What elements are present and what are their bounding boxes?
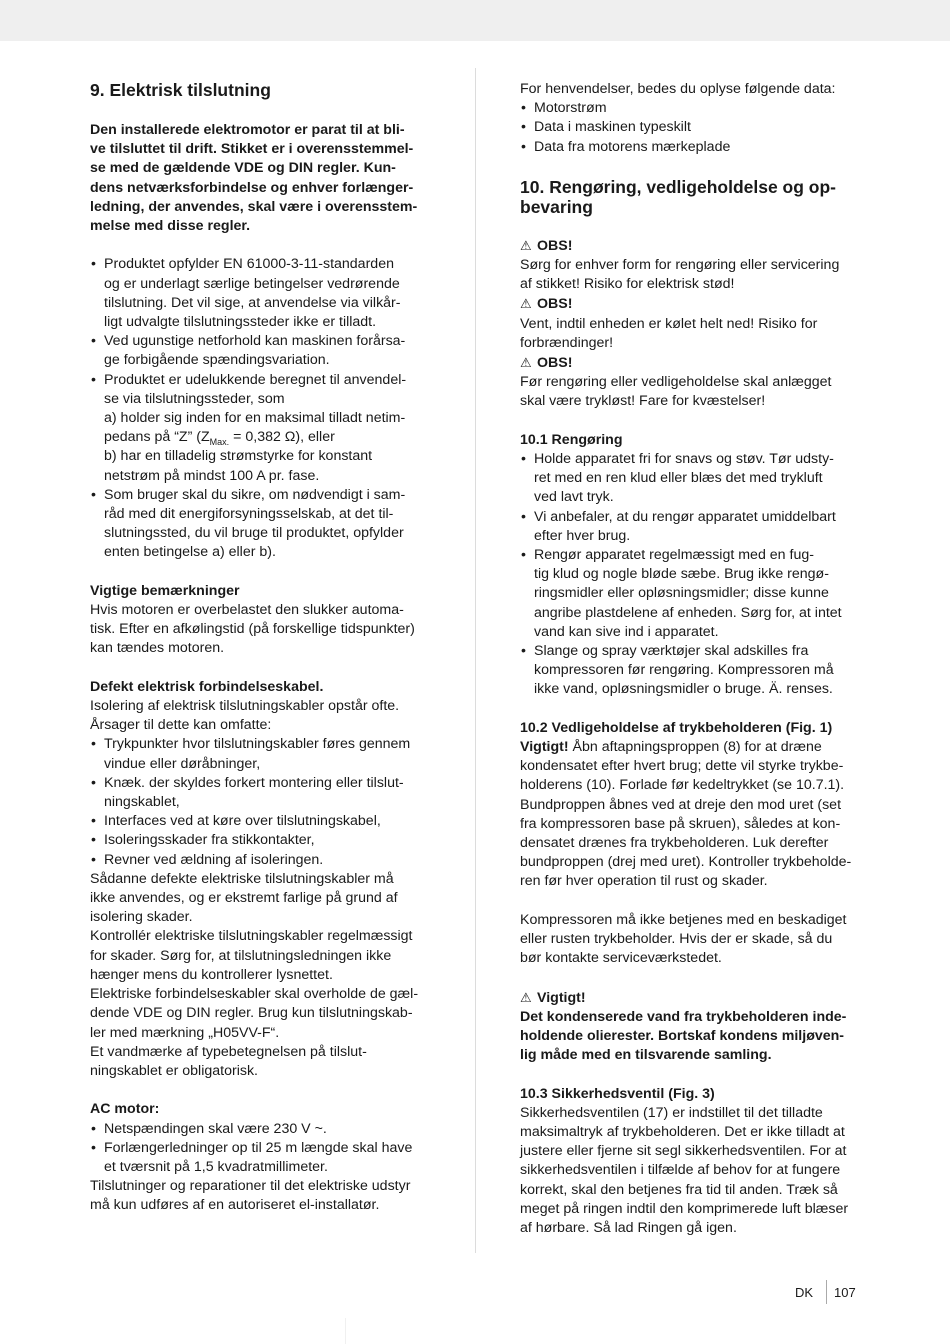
obs-text-3: Før rengøring eller vedligeholdelse skal anlægget skal være trykløst! Fare for kvæstelser!: [520, 374, 832, 410]
left-column: [90, 80, 435, 1216]
page-number: 107: [834, 1285, 856, 1300]
column-divider: [475, 68, 476, 1253]
section-10-heading: 10. Rengøring, vedligeholdelse og op- bevaring: [520, 176, 837, 217]
inquiry-intro: For henvendelser, bedes du oplyse følgende data:: [520, 81, 836, 97]
list-item: • Data i maskinen typeskilt: [520, 118, 865, 137]
connection-bullets: [90, 255, 435, 562]
list-item: • Trykpunkter hvor tilslutningskabler føres gennem vindue eller døråbninger,: [90, 735, 435, 773]
intro-paragraph: Den installerede elektromotor er parat til at bli- ve tilsluttet til drift. Stikket er i overensstemmel- se med de gældende VDE og DIN regler. Kun- dens netværksforbindelse og enhver forlænger- ledning, der anvendes, skal være i overensstem- melse med disse regler.: [90, 122, 418, 235]
obs-label-3: ⚠ OBS!: [520, 355, 573, 372]
list-item: • Slange og spray værktøjer skal adskilles fra kompressoren før rengøring. Kompressoren må ikke vand, opløsningsmidler o bruge. Ä. renses.: [520, 642, 865, 700]
ac-motor-bullets: [90, 1120, 435, 1178]
important-text: Det kondenserede vand fra trykbeholderen inde- holdende olierester. Bortskaf kondens miljøven- lig måde med en tilsvarende samling.: [520, 1008, 847, 1064]
defect-bullets: [90, 735, 435, 869]
list-item: • Interfaces ved at køre over tilslutningskabel,: [90, 812, 435, 831]
right-column: [520, 80, 865, 1238]
section-9-heading: 9. Elektrisk tilslutning: [90, 80, 271, 100]
warning-icon: ⚠: [520, 296, 532, 312]
warning-icon: ⚠: [520, 237, 532, 253]
trim-mark: [345, 1318, 346, 1344]
section-10-2-paragraph-2: Kompressoren må ikke betjenes med en beskadiget eller rusten trykbeholder. Hvis der er skade, så du bør kontakte serviceværkstedet.: [520, 911, 847, 967]
list-item: • Holde apparatet fri for snavs og støv. Tør udsty- ret med en ren klud eller blæs det med trykluft ved lavt tryk.: [520, 450, 865, 508]
obs-label-2: ⚠ OBS!: [520, 296, 573, 313]
obs-text-2: Vent, indtil enheden er kølet helt ned! Risiko for forbrændinger!: [520, 315, 818, 351]
inquiry-bullets: [520, 99, 865, 157]
list-item: • Revner ved ældning af isoleringen.: [90, 851, 435, 870]
defect-title: Defekt elektrisk forbindelseskabel.: [90, 678, 324, 695]
section-10-1-title: 10.1 Rengøring: [520, 431, 623, 448]
list-item: • Motorstrøm: [520, 99, 865, 118]
list-item: • Produktet er udelukkende beregnet til anvendel- se via tilslutningssteder, som a) holder sig inden for en maksimal tilladt netim- pedans på “Z” ($Z_{Max.} = 0,382$ Ω), eller b) har en tilladelig strømstyrke for konstant netstrøm på mindst 100 A pr. fase.: [90, 371, 435, 486]
top-bar: [0, 0, 950, 41]
defect-intro: Isolering af elektrisk tilslutningskabler opstår ofte. Årsager til dette kan omfatte:: [90, 698, 400, 734]
warning-icon: ⚠: [520, 989, 532, 1005]
section-10-3-text: Sikkerhedsventilen (17) er indstillet til det tilladte maksimaltryk af trykbeholderen. Det er ikke tilladt at justere eller fjerne sit segl sikkerhedsventilen. For at sikkerhedsventilen i tilfælde af behov for at fungere korrekt, skal den betjenes fra tid til anden. Træk så meget på ringen indtil den komprimerede luft blæser af hørbare. Så lad Ringen gå igen.: [520, 1104, 849, 1237]
ac-motor-title: AC motor:: [90, 1101, 160, 1118]
warning-icon: ⚠: [520, 355, 532, 371]
list-item: • Data fra motorens mærkeplade: [520, 138, 865, 157]
notes-title: Vigtige bemærkninger: [90, 582, 240, 599]
obs-label-1: ⚠ OBS!: [520, 237, 573, 254]
footer-separator: [826, 1280, 827, 1304]
list-item: • Ved ugunstige netforhold kan maskinen forårsa- ge forbigående spændingsvariation.: [90, 332, 435, 370]
list-item: • Isoleringsskader fra stikkontakter,: [90, 831, 435, 850]
section-10-2-title: 10.2 Vedligeholdelse af trykbeholderen (Fig. 1): [520, 719, 833, 736]
list-item: • Vi anbefaler, at du rengør apparatet umiddelbart efter hver brug.: [520, 508, 865, 546]
ac-motor-text: Tilslutninger og reparationer til det elektriske udstyr må kun udføres af en autoriseret el-installatør.: [90, 1178, 411, 1214]
obs-text-1: Sørg for enhver form for rengøring eller servicering af stikket! Risiko for elektrisk stød!: [520, 257, 840, 293]
list-item: • Forlængerledninger op til 25 m længde skal have et tværsnit på 1,5 kvadratmillimeter.: [90, 1139, 435, 1177]
footer-language: DK: [795, 1285, 814, 1300]
list-item: • Knæk. der skyldes forkert montering eller tilslut- ningskablet,: [90, 774, 435, 812]
cleaning-bullets: [520, 450, 865, 700]
important-label: ⚠ Vigtigt!: [520, 989, 586, 1006]
section-10-2-text: Vigtigt! Åbn aftapningsproppen (8) for at dræne kondensatet efter hvert brug; dette vil styrke trykbe- holderens (10). Forlade før kedeltrykket (se 10.7.1). Bundproppen åbnes ved at dreje den mod uret (set fra kompressoren base på skruen), således at kon- densatet drænes fra trykbeholderen. Luk derefter bundproppen (drej med uret). Kontroller trykbeholde- ren før hver operation til rust og skader.: [520, 739, 852, 890]
list-item: • Produktet opfylder EN 61000-3-11-standarden og er underlagt særlige betingelser vedrørende tilslutning. Det vil sige, at anvendelse via vilkår- ligt udvalgte tilslutningssteder ikke er tilladt.: [90, 255, 435, 332]
list-item: • Rengør apparatet regelmæssigt med en fug- tig klud og nogle bløde sæbe. Brug ikke rengø- ringsmidler eller opløsningsmidler; disse kunne angribe plastdelene af enheden. Sørg for, at intet vand kan sive ind i apparatet.: [520, 546, 865, 642]
defect-text: Sådanne defekte elektriske tilslutningskabler må ikke anvendes, og er ekstremt farlige på grund af isolering skader. Kontrollér elektriske tilslutningskabler regelmæssigt for skader. Sørg for, at tilslutningsledningen ikke hænger mens du kontrollerer lysnettet. Elektriske forbindelseskabler skal overholde de gæl- dende VDE og DIN regler. Brug kun tilslutningskab- ler med mærkning „H05VV-F“. Et vandmærke af typebetegnelsen på tilslut- ningskablet er obligatorisk.: [90, 870, 419, 1079]
section-10-3-title: 10.3 Sikkerhedsventil (Fig. 3): [520, 1085, 715, 1102]
list-item: • Netspændingen skal være 230 V ~.: [90, 1120, 435, 1139]
list-item: • Som bruger skal du sikre, om nødvendigt i sam- råd med dit energiforsyningsselskab, at det til- slutningssted, du vil bruge til produktet, opfylder enten betingelse a) eller b).: [90, 486, 435, 563]
notes-paragraph: Hvis motoren er overbelastet den slukker automa- tisk. Efter en afkølingstid (på forskellige tidspunkter) kan tændes motoren.: [90, 602, 415, 657]
